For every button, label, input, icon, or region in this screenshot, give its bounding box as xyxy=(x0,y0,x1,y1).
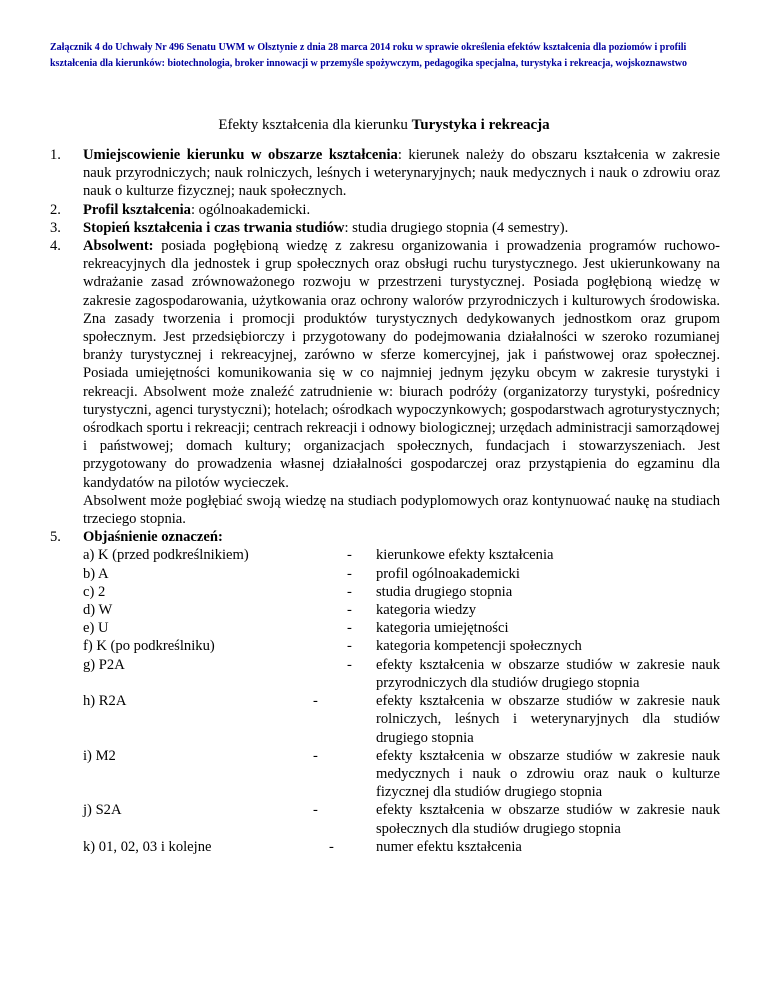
section-2 xyxy=(50,201,720,219)
legend-dash: - xyxy=(347,656,352,673)
section-number: 3. xyxy=(50,219,61,236)
section-4 xyxy=(50,237,720,528)
legend-value: kierunkowe efekty kształcenia xyxy=(376,547,554,564)
section-3 xyxy=(50,219,720,237)
legend-dash: - xyxy=(347,620,352,637)
section-1 xyxy=(50,146,720,201)
section-number: 4. xyxy=(50,238,61,255)
section-number: 1. xyxy=(50,147,61,163)
section-label: Objaśnienie oznaczeń: xyxy=(83,529,223,546)
legend-row xyxy=(83,692,720,747)
legend-dash: - xyxy=(347,547,352,564)
legend-list xyxy=(83,546,720,855)
legend-dash: - xyxy=(313,693,318,710)
legend-value: efekty kształcenia w obszarze studiów w zakresie nauk rolniczych, leśnych i weterynaryjnych dla studiów drugiego stopnia xyxy=(376,693,720,746)
legend-row xyxy=(83,583,720,601)
legend-dash: - xyxy=(313,802,318,819)
legend-row xyxy=(83,565,720,583)
legend-dash: - xyxy=(313,747,318,764)
legend-row xyxy=(83,747,720,802)
section-label: Stopień kształcenia i czas trwania studiów xyxy=(83,219,345,236)
legend-value: studia drugiego stopnia xyxy=(376,583,513,600)
section-label: Profil kształcenia xyxy=(83,201,191,218)
legend-row xyxy=(83,601,720,619)
legend-key: f) K (po podkreślniku) xyxy=(83,638,215,655)
legend-value: efekty kształcenia w obszarze studiów w zakresie nauk medycznych i nauk o zdrowiu oraz nauk o kulturze fizycznej dla studiów drugiego stopnia xyxy=(376,747,720,801)
page-title xyxy=(0,117,768,134)
section-extra-text: Absolwent może pogłębiać swoją wiedzę na studiach podyplomowych oraz kontynuować naukę na studiach trzeciego stopnia. xyxy=(83,492,720,528)
legend-value: kategoria umiejętności xyxy=(376,620,509,637)
legend-dash: - xyxy=(329,838,334,855)
legend-value: efekty kształcenia w obszarze studiów w zakresie nauk społecznych dla studiów drugiego stopnia xyxy=(376,802,720,837)
legend-row xyxy=(83,801,720,837)
legend-key: k) 01, 02, 03 i kolejne xyxy=(83,838,212,855)
section-label: Umiejscowienie kierunku w obszarze kształcenia xyxy=(83,147,398,163)
legend-value: numer efektu kształcenia xyxy=(376,838,522,855)
legend-dash: - xyxy=(347,565,352,582)
title-program-name: Turystyka i rekreacja xyxy=(411,117,550,133)
legend-value: profil ogólnoakademicki xyxy=(376,565,520,582)
section-text: : ogólnoakademicki. xyxy=(190,201,311,218)
legend-row xyxy=(83,838,720,856)
section-text: : kierunek należy do obszaru kształcenia w zakresie nauk przyrodniczych; nauk rolniczych, leśnych i weterynaryjnych; nauk medycznych i nauk o zdrowiu oraz nauk o kulturze fizycznej; nauk społecznych. xyxy=(83,147,720,200)
legend-key: i) M2 xyxy=(83,747,116,764)
legend-key: b) A xyxy=(83,565,109,582)
title-prefix: Efekty kształcenia dla kierunku xyxy=(218,117,412,133)
section-text: posiada pogłębioną wiedzę z zakresu organizowania i prowadzenia programów ruchowo-rekreacyjnych dla jednostek i grup społecznych oraz obsługi ruchu turystycznego. Jest ukierunkowany na wdrażanie zasad zrównoważonego rozwoju w przestrzeni turystycznej. Posiada pogłębioną wiedzę w zakresie zagospodarowania, użytkowania oraz ochrony walorów przyrodniczych i kulturowych środowiska. Zna zasady tworzenia i promocji produktów turystycznych dedykowanych jednostkom oraz grupom społecznym. Jest przedsiębiorczy i przygotowany do podejmowania działalności w szeroko rozumianej branży turystycznej i rekreacyjnej, zarówno w sferze komercyjnej, jak i państwowej oraz społecznej. Posiada umiejętności komunikowania się w co najmniej jednym języku obcym w zakresie turystyki i rekreacji. Absolwent może znaleźć zatrudnienie w: biurach podróży (organizatorzy turystyki, pośrednicy turystyczni, agenci turystyczni); hotelach; ośrodkach wypoczynkowych; gospodarstwach agroturystycznych; ośrodkach sportu i rekreacji; centrach rekreacji i odnowy biologicznej; urzędach administracji samorządowej i państwowej; domach kultury; organizacjach społecznych, fundacjach i stowarzyszeniach. Jest przygotowany do prowadzenia własnej działalności gospodarczej oraz przystąpienia do egzaminu dla kandydatów na pilotów wycieczek. xyxy=(83,238,720,491)
legend-key: h) R2A xyxy=(83,693,127,710)
section-label: Absolwent: xyxy=(83,238,154,255)
legend-dash: - xyxy=(347,638,352,655)
legend-key: d) W xyxy=(83,602,113,619)
legend-value: kategoria wiedzy xyxy=(376,602,477,619)
section-text: : studia drugiego stopnia (4 semestry). xyxy=(344,219,569,236)
section-number: 5. xyxy=(50,529,61,546)
legend-dash: - xyxy=(347,602,352,619)
document-header: Załącznik 4 do Uchwały Nr 496 Senatu UWM w Olsztynie z dnia 28 marca 2014 roku w sprawie określenia efektów kształcenia dla poziomów i profili kształcenia dla kierunków: biotechnologia, broker innowacji w przemyśle spożywczym, pedagogika specjalna, turystyka i rekreacja, wojskoznawstwo xyxy=(50,42,688,69)
section-number: 2. xyxy=(50,201,61,218)
legend-row xyxy=(83,656,720,692)
document-body xyxy=(50,146,720,856)
legend-row xyxy=(83,619,720,637)
legend-key: a) K (przed podkreślnikiem) xyxy=(83,547,249,564)
legend-dash: - xyxy=(347,583,352,600)
section-5 xyxy=(50,528,720,546)
legend-row xyxy=(83,637,720,655)
legend-value: kategoria kompetencji społecznych xyxy=(376,638,582,655)
legend-key: g) P2A xyxy=(83,656,125,673)
legend-value: efekty kształcenia w obszarze studiów w zakresie nauk przyrodniczych dla studiów drugiego stopnia xyxy=(376,656,720,691)
legend-key: c) 2 xyxy=(83,583,106,600)
legend-key: j) S2A xyxy=(83,802,122,819)
legend-row xyxy=(83,546,720,564)
legend-key: e) U xyxy=(83,620,109,637)
